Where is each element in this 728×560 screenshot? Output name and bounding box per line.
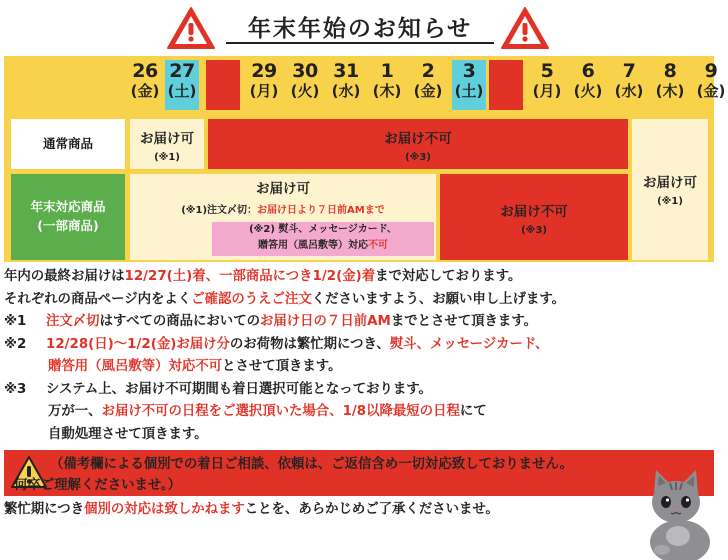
normal-undeliverable-note: (※3) — [405, 152, 431, 163]
date-number: 9 — [704, 60, 718, 82]
page-title: 年末年始のお知らせ — [247, 15, 473, 42]
date-cell — [329, 60, 363, 110]
special-label-line2: (一部商品) — [37, 218, 99, 233]
date-cell — [571, 60, 605, 110]
text: くださいますよう、お願い申し上げます。 — [311, 291, 566, 307]
title-underline — [226, 42, 494, 44]
date-number: 31 — [333, 60, 359, 82]
date-weekday: (金) — [696, 82, 726, 100]
date-number: 3 — [462, 60, 476, 82]
highlight-text: 贈答用（風呂敷等）対応不可 — [48, 359, 223, 374]
highlight-text: 12/28(日)〜1/2(金)お届け分 — [46, 336, 230, 352]
special-undeliverable-label: お届け不可 — [500, 204, 568, 220]
date-weekday: (火) — [573, 82, 603, 100]
text: までとさせて頂きます。 — [390, 314, 538, 329]
row-label-special-products — [11, 174, 125, 260]
special-label-line1: 年末対応商品 — [30, 199, 106, 215]
highlight-text: 個別の対応は致しかねます — [84, 502, 245, 517]
text: それぞれの商品ページ内をよく — [4, 291, 192, 307]
note-marker: ※3 — [4, 381, 27, 397]
date-weekday: (木) — [655, 82, 685, 100]
normal-deliverable-label: お届け可 — [140, 131, 194, 147]
text: 万が一、 — [48, 404, 102, 419]
date-number: 5 — [540, 60, 554, 82]
notice-line-note2-cont — [4, 356, 716, 379]
date-cell — [489, 60, 523, 110]
late-deliverable-label: お届け可 — [643, 175, 697, 191]
highlight-text: 注文〆切 — [46, 314, 100, 329]
date-number: 8 — [663, 60, 677, 82]
special-undeliverable-cell — [440, 174, 628, 260]
date-cell — [653, 60, 687, 110]
text: 自動処理させて頂きます。 — [48, 426, 208, 442]
normal-deliverable-cell — [130, 119, 204, 169]
special-undeliverable-note: (※3) — [521, 225, 547, 236]
special-order-deadline-note — [130, 201, 436, 216]
text: システム上、お届け不可期間も着日選択可能となっております。 — [46, 381, 432, 397]
text: はすべての商品においての — [99, 314, 260, 329]
date-weekday: (日) — [208, 82, 238, 100]
date-weekday: (金) — [130, 82, 160, 100]
date-cell — [452, 60, 486, 110]
date-number: 27 — [169, 60, 195, 82]
gift-notice-line2-prefix: 贈答用（風呂敷等）対応 — [258, 240, 368, 251]
gift-notice-line2-highlight: 不可 — [368, 240, 388, 251]
text: とさせて頂きます。 — [222, 359, 342, 374]
date-weekday: (土) — [454, 82, 484, 100]
date-cell — [247, 60, 281, 110]
highlight-text: お届け不可の日程をご選択頂いた場合、1/8以降最短の日程 — [101, 404, 460, 419]
date-weekday: (月) — [249, 82, 279, 100]
note-marker: ※2 — [4, 336, 27, 352]
special-deliverable-label: お届け可 — [256, 181, 310, 197]
date-cell — [165, 60, 199, 110]
notice-line-note3 — [4, 379, 716, 402]
row-label-normal-products: 通常商品 — [11, 119, 125, 169]
text: 年内の最終お届けは — [4, 269, 125, 284]
date-weekday: (月) — [532, 82, 562, 100]
date-number: 7 — [622, 60, 636, 82]
gift-notice-line1: (※2) 熨斗、メッセージカード、 — [249, 224, 397, 235]
date-number: 26 — [132, 60, 158, 82]
date-cell — [612, 60, 646, 110]
date-cell — [206, 60, 240, 110]
text: まで対応しております。 — [375, 269, 522, 284]
normal-undeliverable-label: お届け不可 — [384, 131, 452, 147]
date-weekday: (水) — [331, 82, 361, 100]
normal-deliverable-note: (※1) — [154, 152, 180, 163]
banner-line2: 何卒ご理解くださいませ。） — [14, 478, 181, 493]
date-number: 28 — [210, 60, 236, 82]
warning-icon — [500, 6, 550, 50]
highlight-text: ご確認のうえご注文 — [191, 291, 312, 307]
gift-notice-line2 — [212, 238, 434, 254]
notice-line-note3-cont — [4, 401, 716, 424]
cat-illustration — [640, 468, 714, 558]
date-weekday: (土) — [167, 82, 197, 100]
date-weekday: (金) — [413, 82, 443, 100]
date-number: 30 — [292, 60, 318, 82]
delivery-schedule-panel — [4, 56, 726, 262]
no-individual-request-banner — [4, 450, 714, 496]
date-cell — [370, 60, 404, 110]
warning-icon — [166, 6, 216, 50]
closing-notice — [4, 498, 499, 517]
notice-line-note2 — [4, 334, 716, 357]
date-cell — [128, 60, 162, 110]
notice-line — [4, 266, 716, 289]
date-weekday: (木) — [372, 82, 402, 100]
header — [0, 0, 720, 56]
note-marker: ※1 — [4, 314, 27, 329]
date-weekday: (火) — [290, 82, 320, 100]
text: のお荷物は繁忙期につき、 — [229, 336, 390, 352]
date-number: 4 — [499, 60, 513, 82]
highlight-text: 12/27(土)着、一部商品につき1/2(金)着 — [124, 269, 376, 284]
text: ことを、あらかじめご了承くださいませ。 — [244, 502, 499, 517]
date-number: 29 — [251, 60, 277, 82]
special-deliverable-cell — [130, 174, 436, 260]
gift-wrap-notice-box — [212, 222, 434, 256]
banner-line1: （備考欄による個別での着日ご相談、依頼は、ご返信含め一切対応致しておりません。 — [50, 457, 574, 472]
date-cell — [694, 60, 728, 110]
date-cell — [530, 60, 564, 110]
text: 繁忙期につき — [4, 502, 85, 517]
deadline-note-prefix: (※1)注文〆切： — [181, 205, 258, 216]
notice-line-note3-cont — [4, 424, 716, 447]
date-cell — [288, 60, 322, 110]
date-cell — [411, 60, 445, 110]
date-weekday: (日) — [491, 82, 521, 100]
text: にて — [459, 404, 487, 419]
date-number: 1 — [380, 60, 394, 82]
notice-line-note1 — [4, 311, 716, 334]
notice-body — [4, 266, 716, 446]
notice-line — [4, 289, 716, 312]
date-number: 6 — [581, 60, 595, 82]
deadline-note-highlight: お届け日より７日前AMまで — [257, 205, 385, 216]
date-number: 2 — [421, 60, 435, 82]
highlight-text: お届け日の７日前AM — [259, 314, 391, 329]
date-weekday: (水) — [614, 82, 644, 100]
late-deliverable-note: (※1) — [657, 196, 683, 207]
late-deliverable-cell — [632, 119, 708, 260]
highlight-text: 熨斗、メッセージカード、 — [389, 336, 549, 352]
normal-undeliverable-cell — [208, 119, 628, 169]
